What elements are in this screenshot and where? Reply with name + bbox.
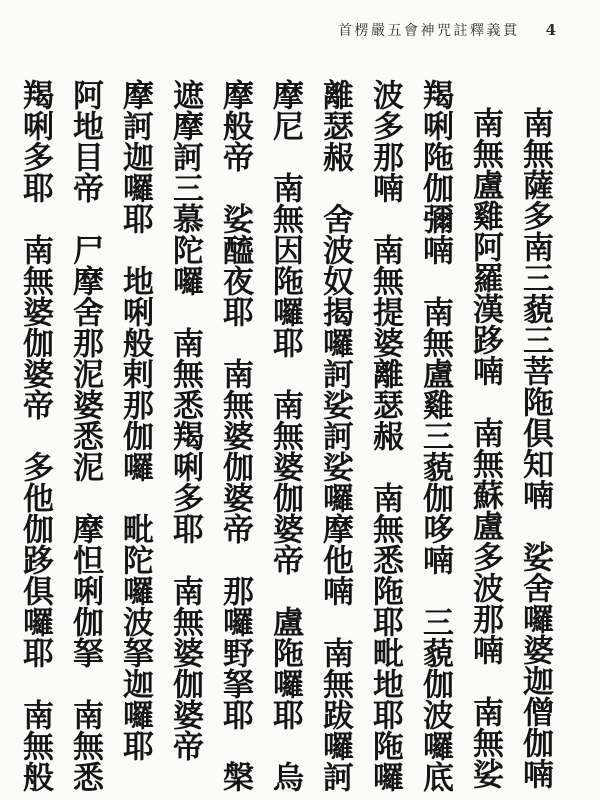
mantra-column-4: 波多那喃 南無提婆離瑟赧 南無悉陁耶毗地耶陁囉 [367, 79, 403, 792]
mantra-column-10: 阿地目帝 尸摩舍那泥婆悉泥 摩怛唎伽拏 南無悉 [67, 79, 103, 792]
mantra-column-3: 羯唎陁伽彌喃 南無盧雞三藐伽哆喃 三藐伽波囉底 [417, 79, 453, 792]
page-number: 4 [545, 21, 556, 39]
mantra-text-block [10, 79, 560, 793]
mantra-column-2: 南無盧雞阿羅漢跢喃 南無蘇盧多波那喃 南無娑 [467, 107, 503, 789]
mantra-column-6: 摩尼 南無因陁囉耶 南無婆伽婆帝 盧陁囉耶 烏 [267, 79, 303, 792]
mantra-column-1: 南無薩多南三藐三菩陁俱知喃 娑舍囉婆迦僧伽喃 [517, 107, 553, 789]
mantra-column-5: 離瑟赧 舍波奴揭囉訶娑訶娑囉摩他喃 南無跋囉訶 [317, 79, 353, 792]
book-title: 首楞嚴五會神咒註釋義貫 [338, 23, 520, 39]
running-header [338, 20, 556, 40]
mantra-column-7: 摩般帝 娑醯夜耶 南無婆伽婆帝 那囉野拏耶 槃 [217, 79, 253, 792]
mantra-column-9: 摩訶迦囉耶 地唎般剌那伽囉 毗陀囉波拏迦囉耶 [117, 79, 153, 761]
mantra-column-11: 羯唎多耶 南無婆伽婆帝 多他伽跢俱囉耶 南無般 [17, 79, 53, 792]
mantra-column-8: 遮摩訶三慕陀囉 南無悉羯唎多耶 南無婆伽婆帝 [167, 79, 203, 761]
